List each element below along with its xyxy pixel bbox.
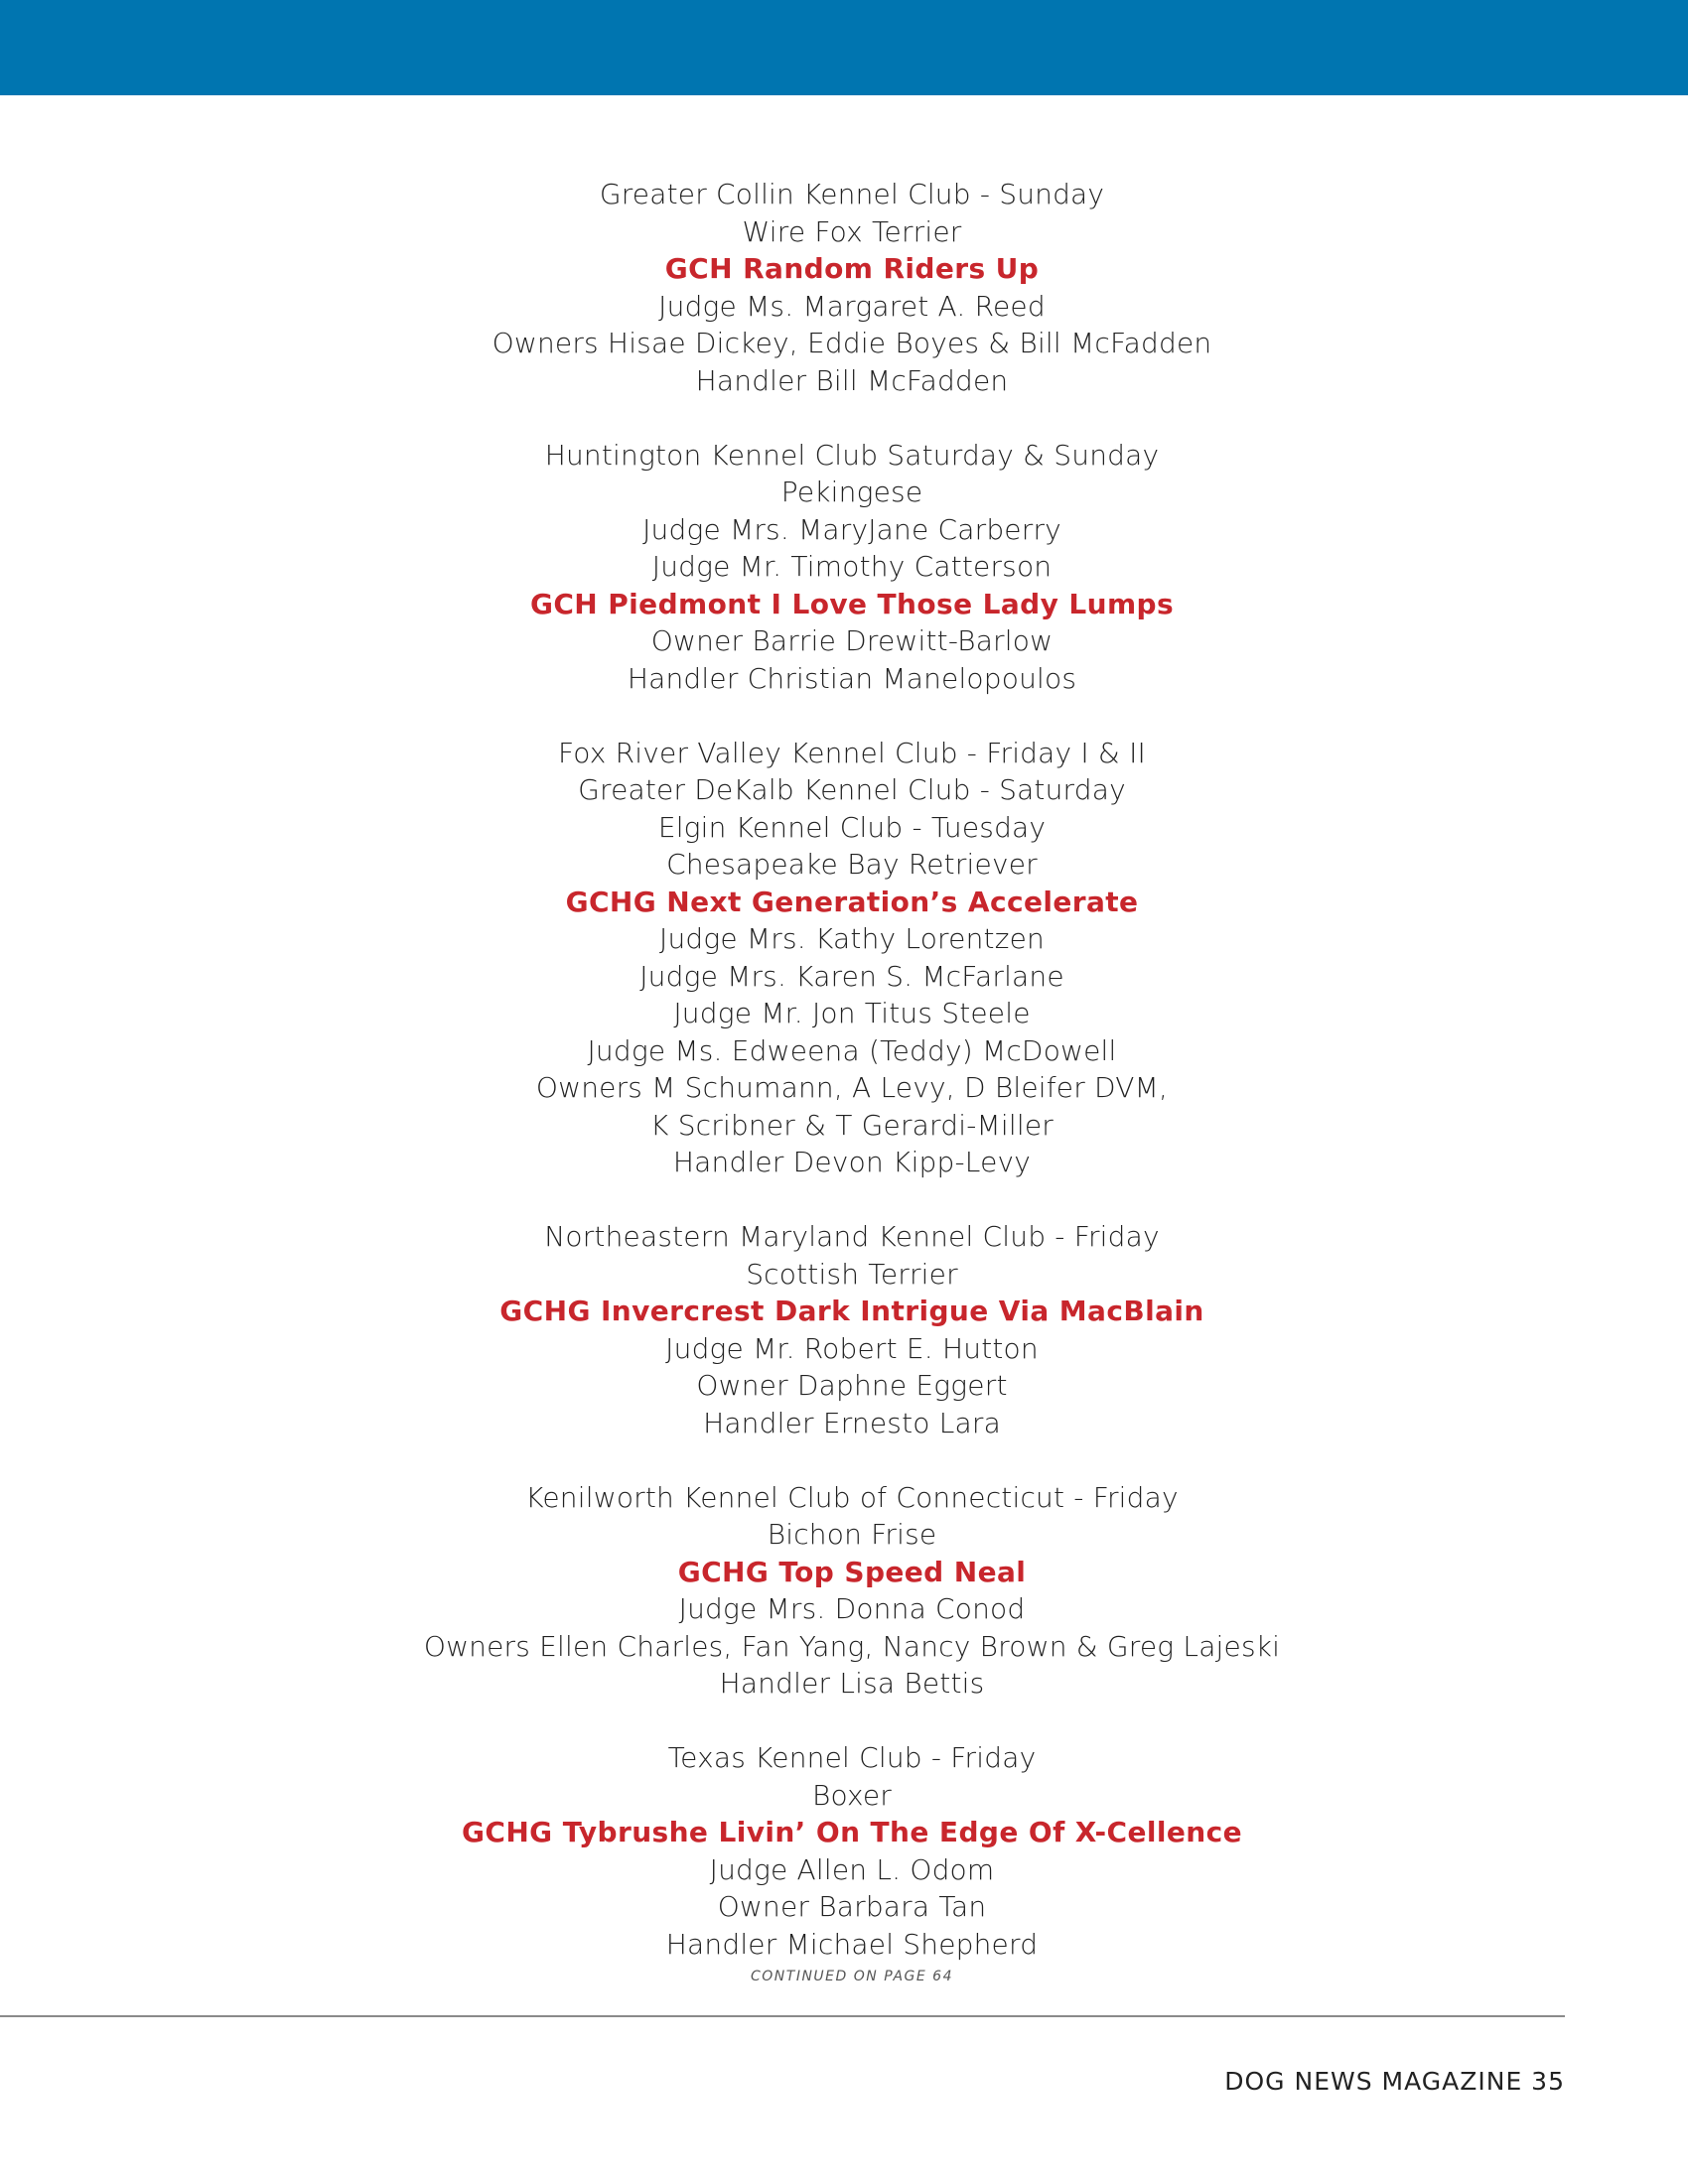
entry-line: Owners M Schumann, A Levy, D Bleifer DVM, xyxy=(535,1071,1169,1104)
winning-dog-name: GCH Random Riders Up xyxy=(664,252,1040,285)
page-footer: DOG NEWS MAGAZINE 35 xyxy=(1224,2067,1565,2096)
winning-dog-name: GCH Piedmont I Love Those Lady Lumps xyxy=(529,587,1175,620)
entry-line: Fox River Valley Kennel Club - Friday I & II xyxy=(557,736,1146,769)
entry-line: Handler Lisa Bettis xyxy=(719,1667,985,1700)
entry-line: Owners Ellen Charles, Fan Yang, Nancy Brown & Greg Lajeski xyxy=(423,1629,1281,1663)
entry-line: Greater Collin Kennel Club - Sunday xyxy=(599,178,1105,210)
entry-line: Judge Allen L. Odom xyxy=(709,1852,995,1886)
entry-line: Judge Mrs. Kathy Lorentzen xyxy=(659,922,1045,955)
entry-line: Judge Mr. Timothy Catterson xyxy=(651,550,1053,583)
entry-line: Handler Christian Manelopoulos xyxy=(627,661,1077,695)
entry-line: Owners Hisae Dickey, Eddie Boyes & Bill McFadden xyxy=(492,327,1212,359)
entry-line: Elgin Kennel Club - Tuesday xyxy=(657,810,1047,844)
entry-line: Judge Mrs. Karen S. McFarlane xyxy=(639,959,1064,993)
entry-line: Owner Daphne Eggert xyxy=(696,1369,1008,1402)
entry-line: K Scribner & T Gerardi-Miller xyxy=(650,1108,1054,1142)
footer-rule xyxy=(0,2015,1565,2017)
entry-line: Kenilworth Kennel Club of Connecticut - Friday xyxy=(525,1480,1179,1514)
top-banner xyxy=(0,0,1688,95)
entry-line: Handler Bill McFadden xyxy=(695,363,1009,397)
entry-line: Handler Michael Shepherd xyxy=(665,1927,1039,1961)
entry-line: Handler Ernesto Lara xyxy=(703,1406,1001,1439)
entry-line: Owner Barbara Tan xyxy=(717,1890,987,1923)
result-entry xyxy=(0,437,1688,698)
entry-line: Handler Devon Kipp-Levy xyxy=(672,1146,1032,1178)
result-entry xyxy=(0,1739,1688,1963)
entry-line: Huntington Kennel Club Saturday & Sunday xyxy=(544,438,1160,472)
result-entry xyxy=(0,1218,1688,1441)
winning-dog-name: GCHG Top Speed Neal xyxy=(677,1555,1027,1588)
entry-line: Scottish Terrier xyxy=(746,1257,958,1291)
entry-line: Judge Mrs. Donna Conod xyxy=(678,1592,1026,1625)
winning-dog-name: GCHG Invercrest Dark Intrigue Via MacBlain xyxy=(499,1295,1204,1327)
winning-dog-name: GCHG Next Generation’s Accelerate xyxy=(565,885,1139,918)
entry-line: Boxer xyxy=(811,1778,893,1812)
result-entry xyxy=(0,1479,1688,1703)
entry-line: Judge Mr. Robert E. Hutton xyxy=(665,1331,1039,1365)
result-entry xyxy=(0,176,1688,399)
entry-line: Judge Mrs. MaryJane Carberry xyxy=(642,512,1061,546)
entry-line: Owner Barrie Drewitt-Barlow xyxy=(650,624,1054,657)
entry-line: Bichon Frise xyxy=(767,1518,937,1551)
result-entry xyxy=(0,735,1688,1181)
entry-line: Judge Ms. Margaret A. Reed xyxy=(658,289,1046,323)
winning-dog-name: GCHG Tybrushe Livin’ On The Edge Of X-Cellence xyxy=(462,1816,1242,1848)
entry-line: Northeastern Maryland Kennel Club - Friday xyxy=(544,1220,1160,1253)
entry-line: Pekingese xyxy=(780,476,923,508)
entry-line: Judge Mr. Jon Titus Steele xyxy=(673,997,1031,1029)
entry-line: Greater DeKalb Kennel Club - Saturday xyxy=(578,773,1126,806)
entry-line: Wire Fox Terrier xyxy=(742,214,962,248)
entry-line: Chesapeake Bay Retriever xyxy=(666,848,1038,881)
results-list xyxy=(0,176,1688,2000)
entry-line: Judge Ms. Edweena (Teddy) McDowell xyxy=(587,1033,1117,1067)
continued-note: CONTINUED ON PAGE 64 xyxy=(751,1969,953,1984)
entry-line: Texas Kennel Club - Friday xyxy=(667,1741,1037,1774)
